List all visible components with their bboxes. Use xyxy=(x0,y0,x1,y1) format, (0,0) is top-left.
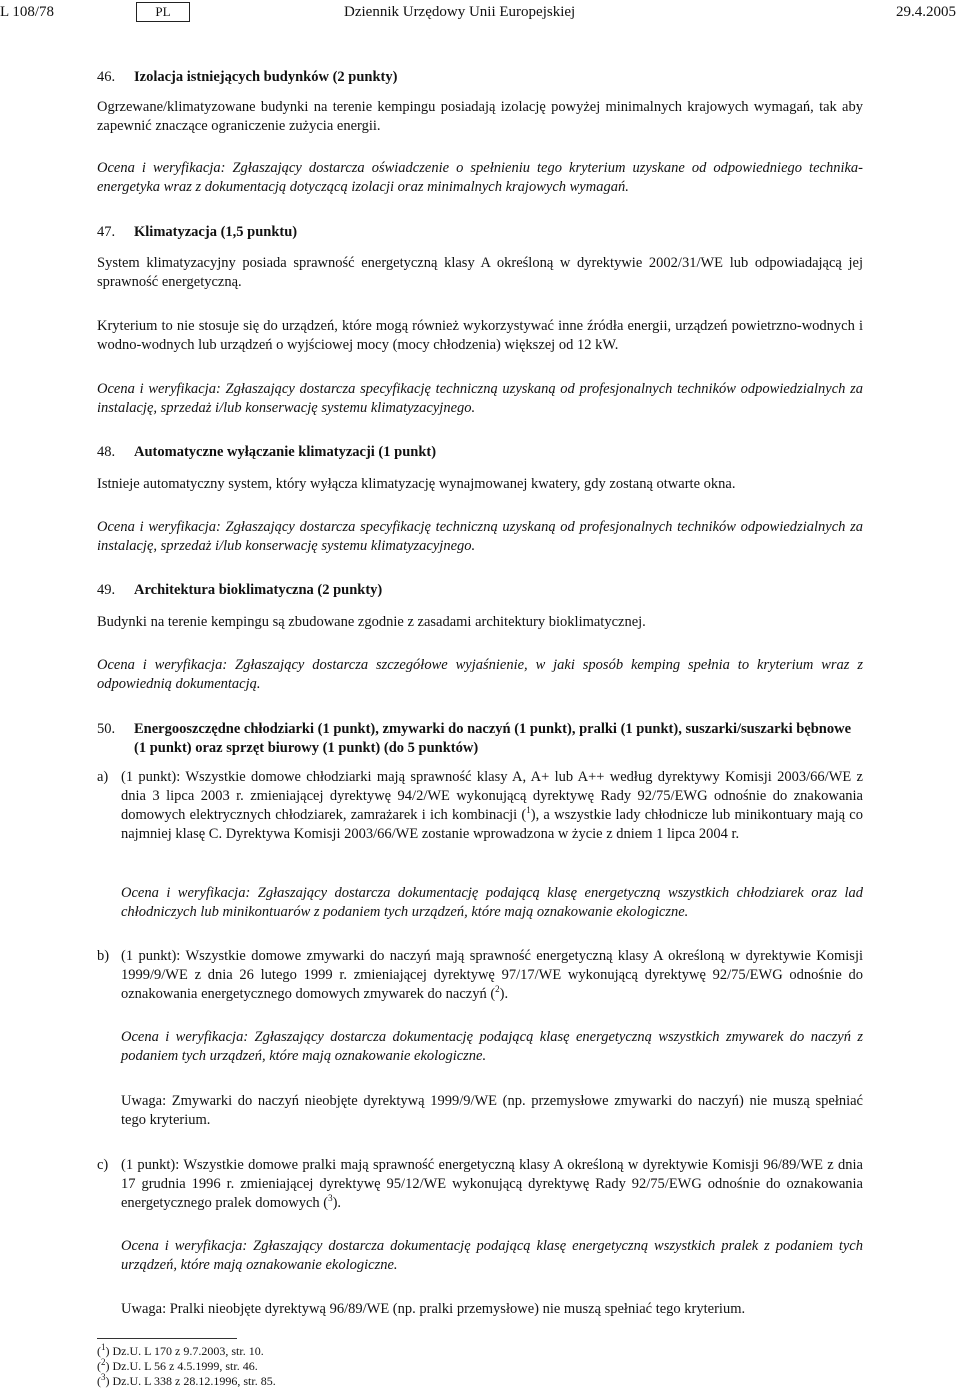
section-48-heading xyxy=(97,443,863,462)
section-number: 48. xyxy=(97,444,116,460)
list-item-text: (1 punkt): Wszystkie domowe zmywarki do naczyń mają sprawność energetyczną klasy A określoną w dyrektywie Komisji 1999/9/WE z dnia 26 lutego 1999 r. zmieniającej dyrektywę 97/17/WE wykonującą dyrektywę 92/75/EWG odnośnie do oznakowania energetycznego domowych zmywarek do naczyń ($^2$). xyxy=(121,948,863,1002)
footnote-ref: 3 xyxy=(328,1193,333,1204)
item-c-assessment: Ocena i weryfikacja: Zgłaszający dostarcza dokumentację podającą klasę energetyczną wszystkich pralek z podaniem tych urządzeń, które mają oznakowanie ekologiczne. xyxy=(121,1238,863,1273)
list-item-text: (1 punkt): Wszystkie domowe chłodziarki mają sprawność klasy A, A+ lub A++ według dyrektywy Komisji 2003/66/WE z dnia 3 lipca 2003 r. zmieniającej dyrektywę 94/2/WE wykonującą dyrektywę Rady 92/75/EWG odnośnie do znakowania domowych elektrycznych chłodziarek, zamrażarek i ich kombinacji ($^1$), a wszystkie lady chłodnicze lub minikontuary mają co najmniej klasę C. Dyrektywa Komisji 2003/66/WE zostanie wprowadzona w życie z dniem 1 lipca 2004 r. xyxy=(121,769,863,842)
footnote-ref: 2 xyxy=(495,984,500,995)
section-47-assessment: Ocena i weryfikacja: Zgłaszający dostarcza specyfikację techniczną uzyskaną od profesjonalnych techników odpowiedzialnych za instalację, sprzedaż i/lub konserwację systemu klimatyzacyjnego. xyxy=(97,381,863,416)
section-title: Energooszczędne chłodziarki (1 punkt), zmywarki do naczyń (1 punkt), pralki (1 punkt), suszarki/suszarki bębnowe (1 punkt) oraz sprzęt biurowy (1 punkt) (do 5 punktów) xyxy=(134,721,852,756)
section-49-assessment: Ocena i weryfikacja: Zgłaszający dostarcza szczegółowe wyjaśnienie, w jaki sposób kemping spełnia to kryterium wraz z odpowiednią dokumentacją. xyxy=(97,657,863,692)
section-number: 49. xyxy=(97,582,116,598)
footnote-1: ($^1$) Dz.U. L 170 z 9.7.2003, str. 10. xyxy=(97,1342,264,1358)
section-47-text-2: Kryterium to nie stosuje się do urządzeń, które mogą również wykorzystywać inne źródła energii, urządzeń powietrzno-wodnych i wodno-wodnych lub urządzeń o wyjściowej mocy (mocy chłodzenia) większej od 12 kW. xyxy=(97,318,863,353)
item-b-assessment: Ocena i weryfikacja: Zgłaszający dostarcza dokumentację podającą klasę energetyczną wszystkich zmywarek do naczyń z podaniem tych urządzeń, które mają oznakowanie ekologiczne. xyxy=(121,1029,863,1064)
section-title: Klimatyzacja (1,5 punktu) xyxy=(134,224,298,240)
list-label: c) xyxy=(97,1157,109,1173)
footnote-ref: 1 xyxy=(526,805,531,816)
section-47-text: System klimatyzacyjny posiada sprawność energetyczną klasy A określoną w dyrektywie 2002/31/WE lub odpowiadającą jej sprawność energetyczną. xyxy=(97,255,863,290)
list-item-a xyxy=(97,768,863,844)
section-50-heading xyxy=(97,720,863,758)
list-label: a) xyxy=(97,769,109,785)
page-header xyxy=(0,4,960,28)
section-49-text: Budynki na terenie kempingu są zbudowane zgodnie z zasadami architektury bioklimatycznej. xyxy=(97,614,646,630)
section-46-text: Ogrzewane/klimatyzowane budynki na terenie kempingu posiadają izolację powyżej minimalnych krajowych wymagań, tak aby zapewnić znaczące ograniczenie zużycia energii. xyxy=(97,99,863,134)
section-46-heading xyxy=(97,68,863,87)
section-number: 46. xyxy=(97,69,116,85)
section-number: 50. xyxy=(97,721,116,737)
publication-date: 29.4.2005 xyxy=(896,4,956,20)
list-label: b) xyxy=(97,948,110,964)
section-46-assessment: Ocena i weryfikacja: Zgłaszający dostarcza oświadczenie o spełnieniu tego kryterium uzyskane od odpowiedniego technika-energetyka wraz z dokumentacją dotyczącą izolacji oraz minimalnych krajowych wymagań. xyxy=(97,160,863,195)
item-b-note: Uwaga: Zmywarki do naczyń nieobjęte dyrektywą 1999/9/WE (np. przemysłowe zmywarki do naczyń) nie muszą spełniać tego kryterium. xyxy=(121,1093,863,1128)
section-number: 47. xyxy=(97,224,116,240)
footnote-2: ($^2$) Dz.U. L 56 z 4.5.1999, str. 46. xyxy=(97,1357,258,1373)
footnote-3: ($^3$) Dz.U. L 338 z 28.12.1996, str. 85. xyxy=(97,1372,276,1388)
section-48-assessment: Ocena i weryfikacja: Zgłaszający dostarcza specyfikację techniczną uzyskaną od profesjonalnych techników odpowiedzialnych za instalację, sprzedaż i/lub konserwację systemu klimatyzacyjnego. xyxy=(97,519,863,554)
list-item-text: (1 punkt): Wszystkie domowe pralki mają sprawność energetyczną klasy A określoną w dyrektywie Komisji 96/89/WE z dnia 17 grudnia 1996 r. zmieniającej dyrektywę 95/12/WE wykonującą dyrektywę Rady 92/75/EWG odnośnie do oznakowania energetycznego pralek domowych ($^3$). xyxy=(121,1157,863,1211)
section-title: Architektura bioklimatyczna (2 punkty) xyxy=(134,582,383,598)
journal-title: Dziennik Urzędowy Unii Europejskiej xyxy=(344,4,576,20)
list-item-c xyxy=(97,1156,863,1213)
section-48-text: Istnieje automatyczny system, który wyłącza klimatyzację wynajmowanej kwatery, gdy zostaną otwarte okna. xyxy=(97,476,736,492)
section-title: Izolacja istniejących budynków (2 punkty) xyxy=(134,69,398,85)
section-49-heading xyxy=(97,581,863,600)
item-c-note: Uwaga: Pralki nieobjęte dyrektywą 96/89/WE (np. pralki przemysłowe) nie muszą spełniać tego kryterium. xyxy=(121,1301,746,1317)
list-item-b xyxy=(97,947,863,1004)
section-title: Automatyczne wyłączanie klimatyzacji (1 punkt) xyxy=(134,444,437,460)
page-reference: L 108/78 xyxy=(0,4,55,20)
item-a-assessment: Ocena i weryfikacja: Zgłaszający dostarcza dokumentację podającą klasę energetyczną wszystkich chłodziarek oraz lad chłodniczych lub minikontuarów z podaniem tych urządzeń, które mają oznakowanie ekologiczne. xyxy=(121,885,863,920)
section-47-heading xyxy=(97,223,863,242)
language-badge: PL xyxy=(136,2,190,22)
footnote-divider xyxy=(97,1338,237,1339)
